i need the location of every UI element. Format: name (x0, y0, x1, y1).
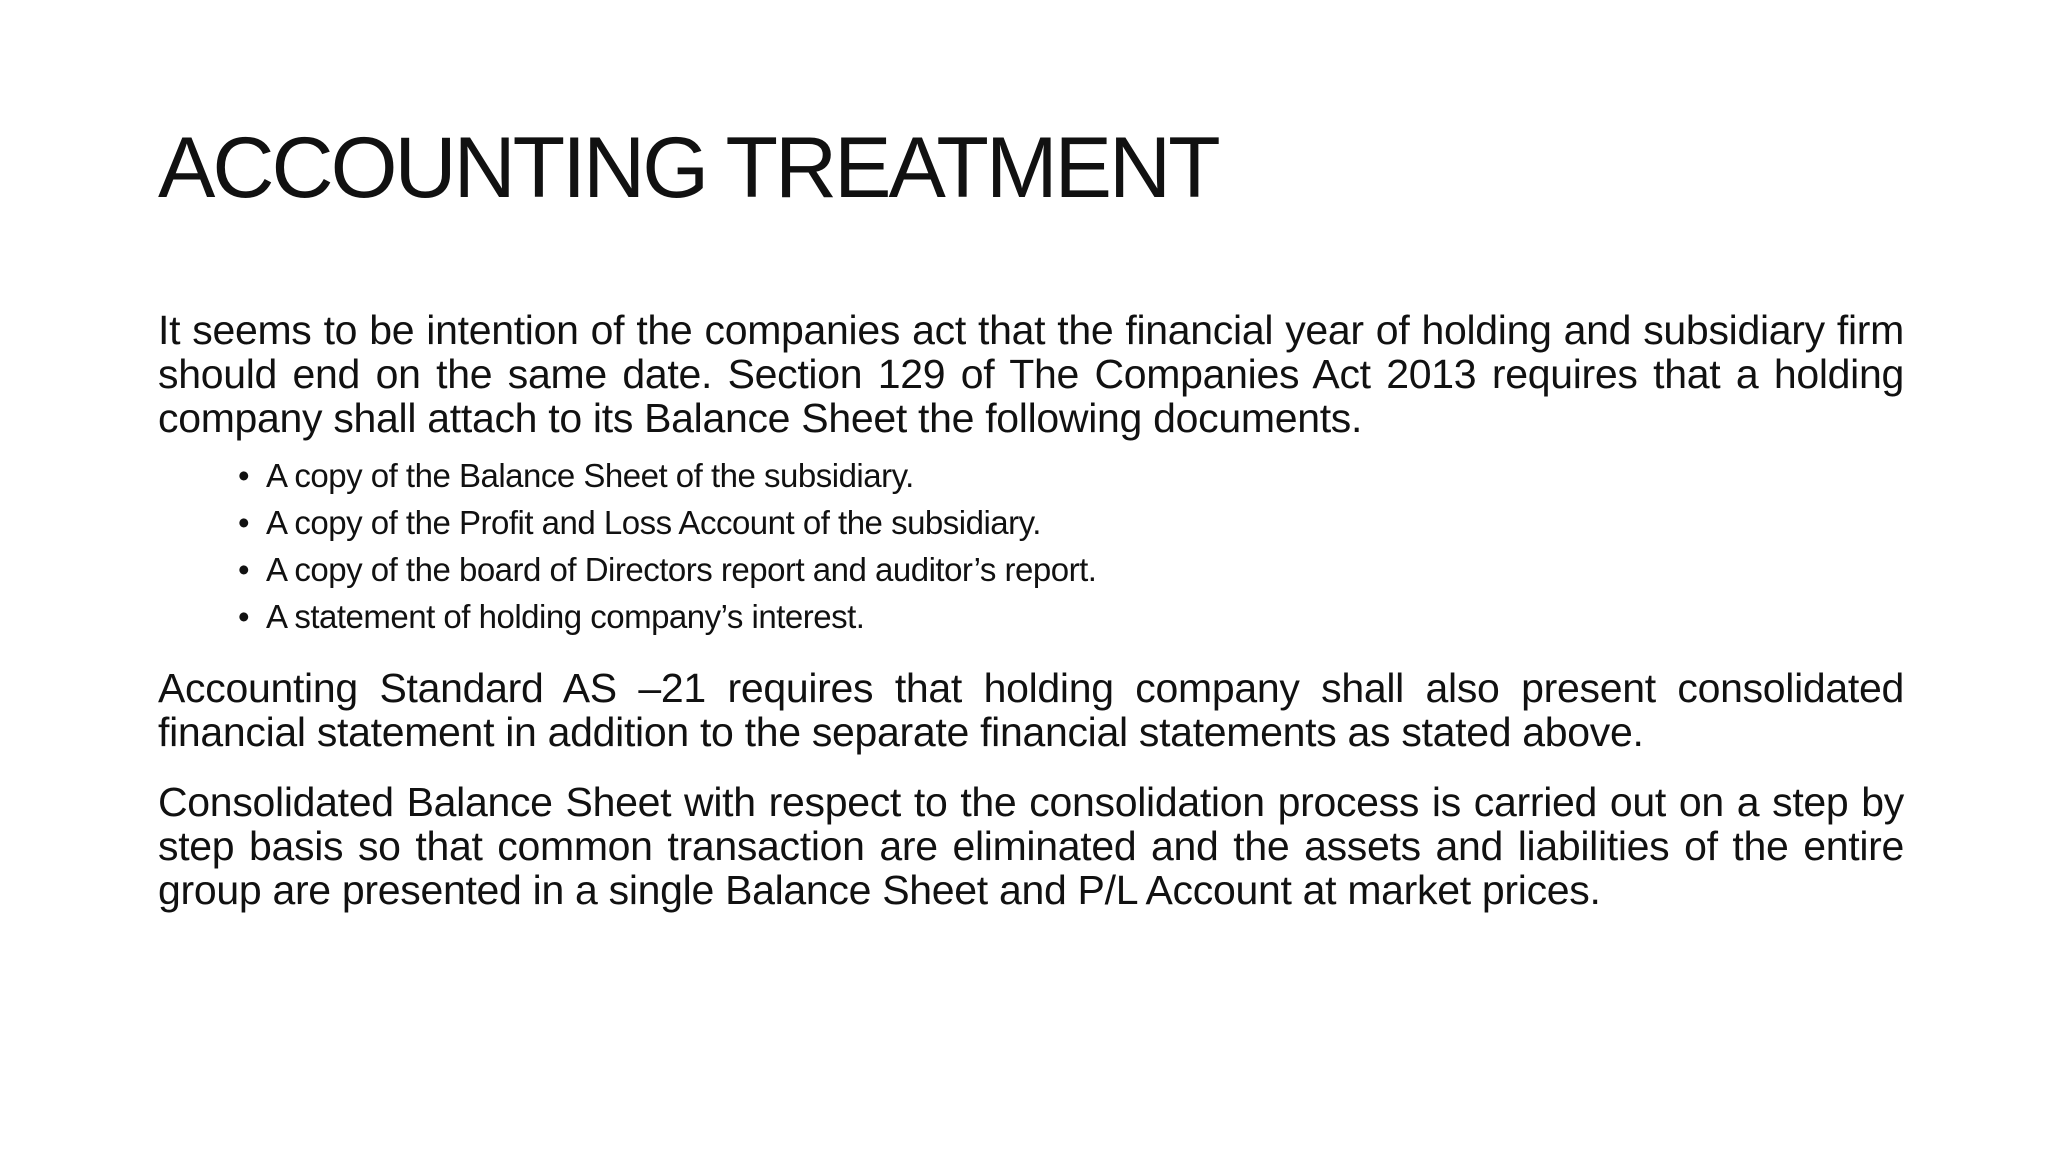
list-item-text: A copy of the board of Directors report and auditor’s report. (266, 551, 1097, 588)
consolidation-paragraph: Consolidated Balance Sheet with respect to the consolidation process is carried out on a step by step basis so that common transaction are eliminated and the assets and liabilities of the entire group are presented in a single Balance Sheet and P/L Account at market prices. (158, 779, 1904, 913)
bullet-icon: • (238, 598, 250, 635)
documents-list (158, 452, 1904, 640)
bullet-icon: • (238, 551, 250, 588)
list-item (238, 499, 1904, 546)
intro-paragraph: It seems to be intention of the companies act that the financial year of holding and subsidiary firm should end on the same date. Section 129 of The Companies Act 2013 requires that a holding company shall attach to its Balance Sheet the following documents. (158, 307, 1904, 441)
list-item-text: A statement of holding company’s interest. (266, 598, 865, 635)
as21-paragraph: Accounting Standard AS –21 requires that holding company shall also present consolidated financial statement in addition to the separate financial statements as stated above. (158, 665, 1904, 755)
list-item (238, 546, 1904, 593)
bullet-icon: • (238, 504, 250, 541)
slide-body (158, 308, 1904, 912)
list-item (238, 452, 1904, 499)
list-item-text: A copy of the Balance Sheet of the subsidiary. (266, 457, 914, 494)
list-item (238, 593, 1904, 640)
list-item-text: A copy of the Profit and Loss Account of the subsidiary. (266, 504, 1041, 541)
slide-title: ACCOUNTING TREATMENT (158, 120, 1218, 216)
bullet-icon: • (238, 457, 250, 494)
